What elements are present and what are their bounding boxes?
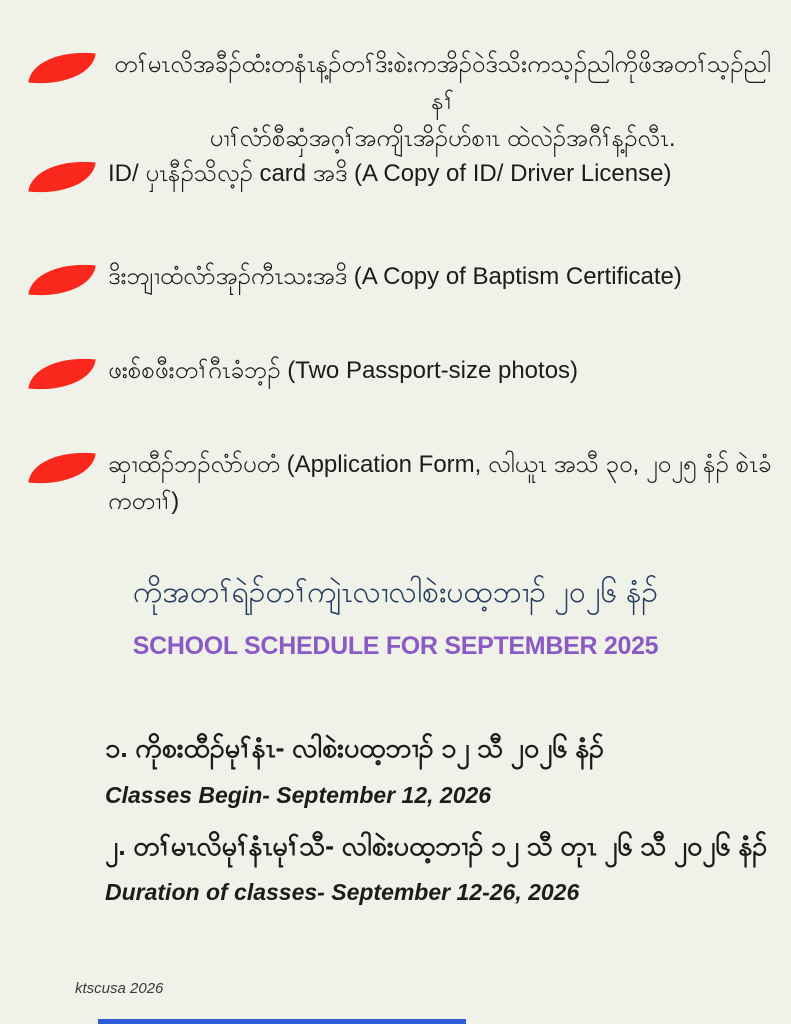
- footer-credit: ktscusa 2026: [75, 980, 164, 997]
- requirement-item-4: [30, 352, 777, 392]
- requirement-text: ဖးစ်စဖီးတၢ်ဂီၤခံဘ့ၣ် (Two Passport-size photos): [108, 357, 579, 384]
- schedule-item-2-english: Duration of classes- September 12-26, 2026: [105, 879, 580, 905]
- schedule-item-2-karen: ၂. တၢ်မၤလိမုၢ်နံၤမုၢ်သီ- လါစဲးပထ့ဘၢၣ် ၁၂ သီ တုၤ ၂၆ သီ ၂၀၂၆ နံၣ်: [105, 831, 768, 861]
- requirement-text: ဆှၢထီၣ်ဘၣ်လံာ်ပတံ (Application Form, လါယူၤ အသီ ၃၀, ၂၀၂၅ နံၣ် စဲၤခံကတၢၢ်): [108, 451, 772, 515]
- requirement-item-1: [30, 46, 777, 157]
- leaf-bullet-icon: [28, 353, 95, 395]
- leaf-bullet-icon: [28, 447, 95, 489]
- leaf-bullet-icon: [28, 156, 95, 198]
- schedule-item-1-karen: ၁. ကိုစးထီၣ်မုၢ်နံၤ- လါစဲးပထ့ဘၢၣ် ၁၂ သီ ၂၀၂၆ နံၣ်: [105, 733, 605, 763]
- schedule-title-english: SCHOOL SCHEDULE FOR SEPTEMBER 2025: [132, 632, 659, 660]
- requirement-text: ID/ ပှၤနီၣ်သိလ့ၣ် card အဒိ (A Copy of ID/ Driver License): [108, 160, 672, 187]
- leaf-bullet-icon: [28, 47, 95, 89]
- bottom-decorative-bar: [98, 1019, 466, 1024]
- requirement-item-3: [30, 258, 777, 298]
- schedule-item-1-english: Classes Begin- September 12, 2026: [105, 782, 492, 808]
- requirement-item-5: [30, 446, 777, 520]
- requirement-text: ဒိးဘျၢထံလံာ်အုၣ်ကီၤသးအဒိ (A Copy of Baptism Certificate): [108, 263, 682, 290]
- requirement-item-2: [30, 155, 777, 195]
- requirement-line-1: တၢ်မၤလိအခီၣ်ထံးတနံၤန့ၣ်တၢ်ဒိးစဲးကအိၣ်ဝဲဒ်သိးကသ့ၣ်ညါကိုဖိအတၢ်သ့ၣ်ညါနၢ်: [114, 51, 771, 115]
- requirement-line-2: ပၢၢ်လံာ်စီဆှံအဂ့ၢ်အကျိၤအိၣ်ဟ်စၢၤ ထဲလဲၣ်အဂီၢ်န့ၣ်လီၤ.: [209, 125, 676, 152]
- requirement-text: [108, 46, 777, 157]
- leaf-bullet-icon: [28, 259, 95, 301]
- schedule-title-karen: ကိုအတၢ်ရဲၣ်တၢ်ကျဲၤလၢလါစဲးပထ့ဘၢၣ် ၂၀၂၆ နံၣ်: [133, 576, 658, 609]
